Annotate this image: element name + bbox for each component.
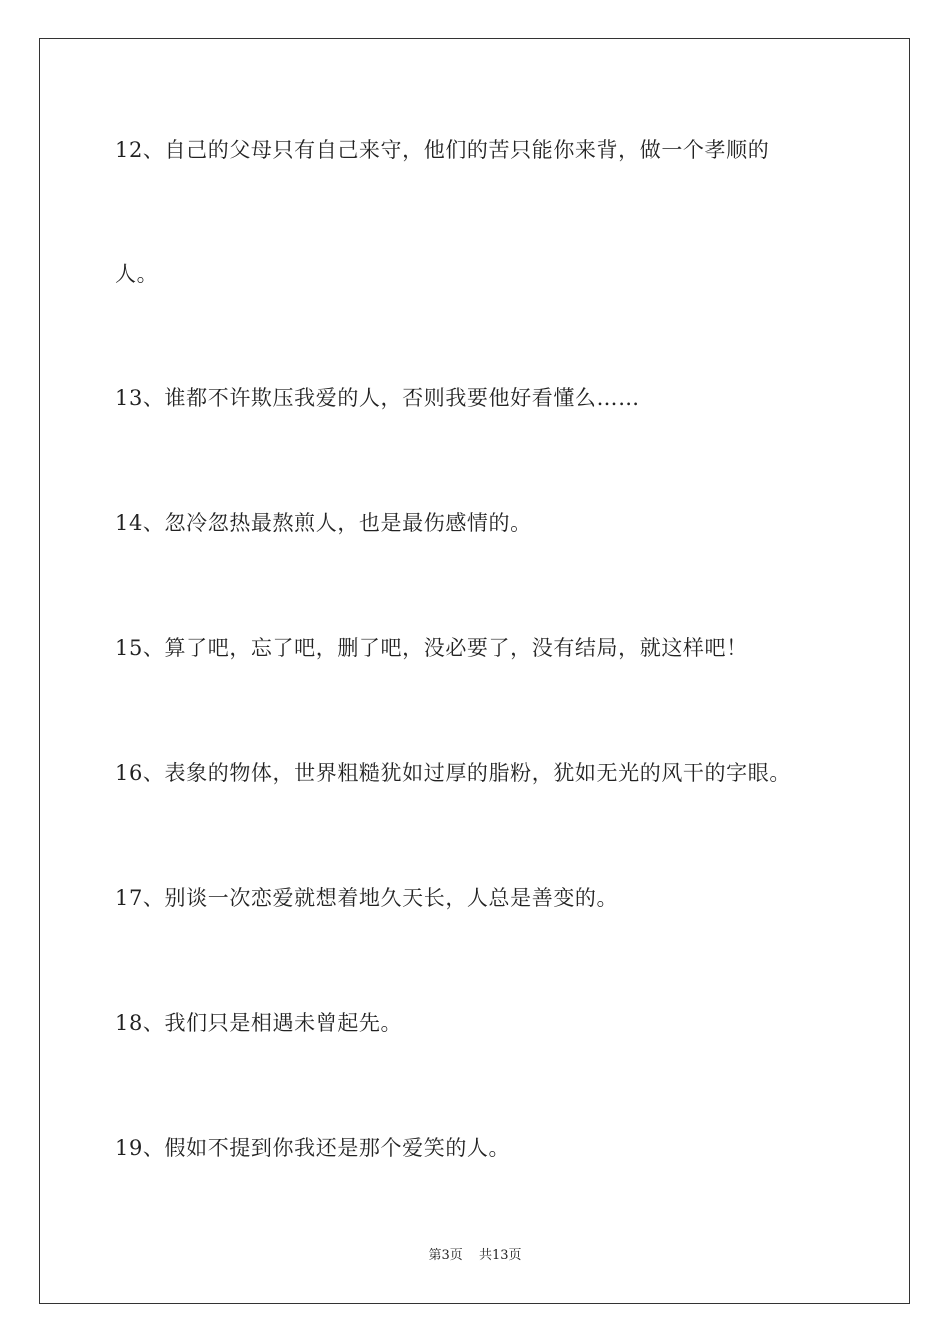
text-line-14: 14、忽冷忽热最熬煎人，也是最伤感情的。	[115, 511, 532, 535]
page-footer	[0, 1247, 950, 1265]
text-line-15: 15、算了吧，忘了吧，删了吧，没必要了，没有结局，就这样吧！	[115, 636, 748, 660]
text-line-13: 13、谁都不许欺压我爱的人，否则我要他好看懂么……	[115, 386, 640, 410]
total-page-count: 共13页	[478, 1248, 522, 1263]
text-line-17: 17、别谈一次恋爱就想着地久天长，人总是善变的。	[115, 886, 619, 910]
current-page-number: 第3页	[428, 1248, 463, 1263]
text-line-12-cont: 人。	[115, 262, 159, 286]
text-line-19: 19、假如不提到你我还是那个爱笑的人。	[115, 1136, 511, 1160]
text-line-18: 18、我们只是相遇未曾起先。	[115, 1011, 403, 1035]
text-line-16: 16、表象的物体，世界粗糙犹如过厚的脂粉，犹如无光的风干的字眼。	[115, 761, 791, 785]
page-border	[39, 38, 910, 1304]
text-line-12: 12、自己的父母只有自己来守，他们的苦只能你来背，做一个孝顺的	[115, 138, 770, 162]
